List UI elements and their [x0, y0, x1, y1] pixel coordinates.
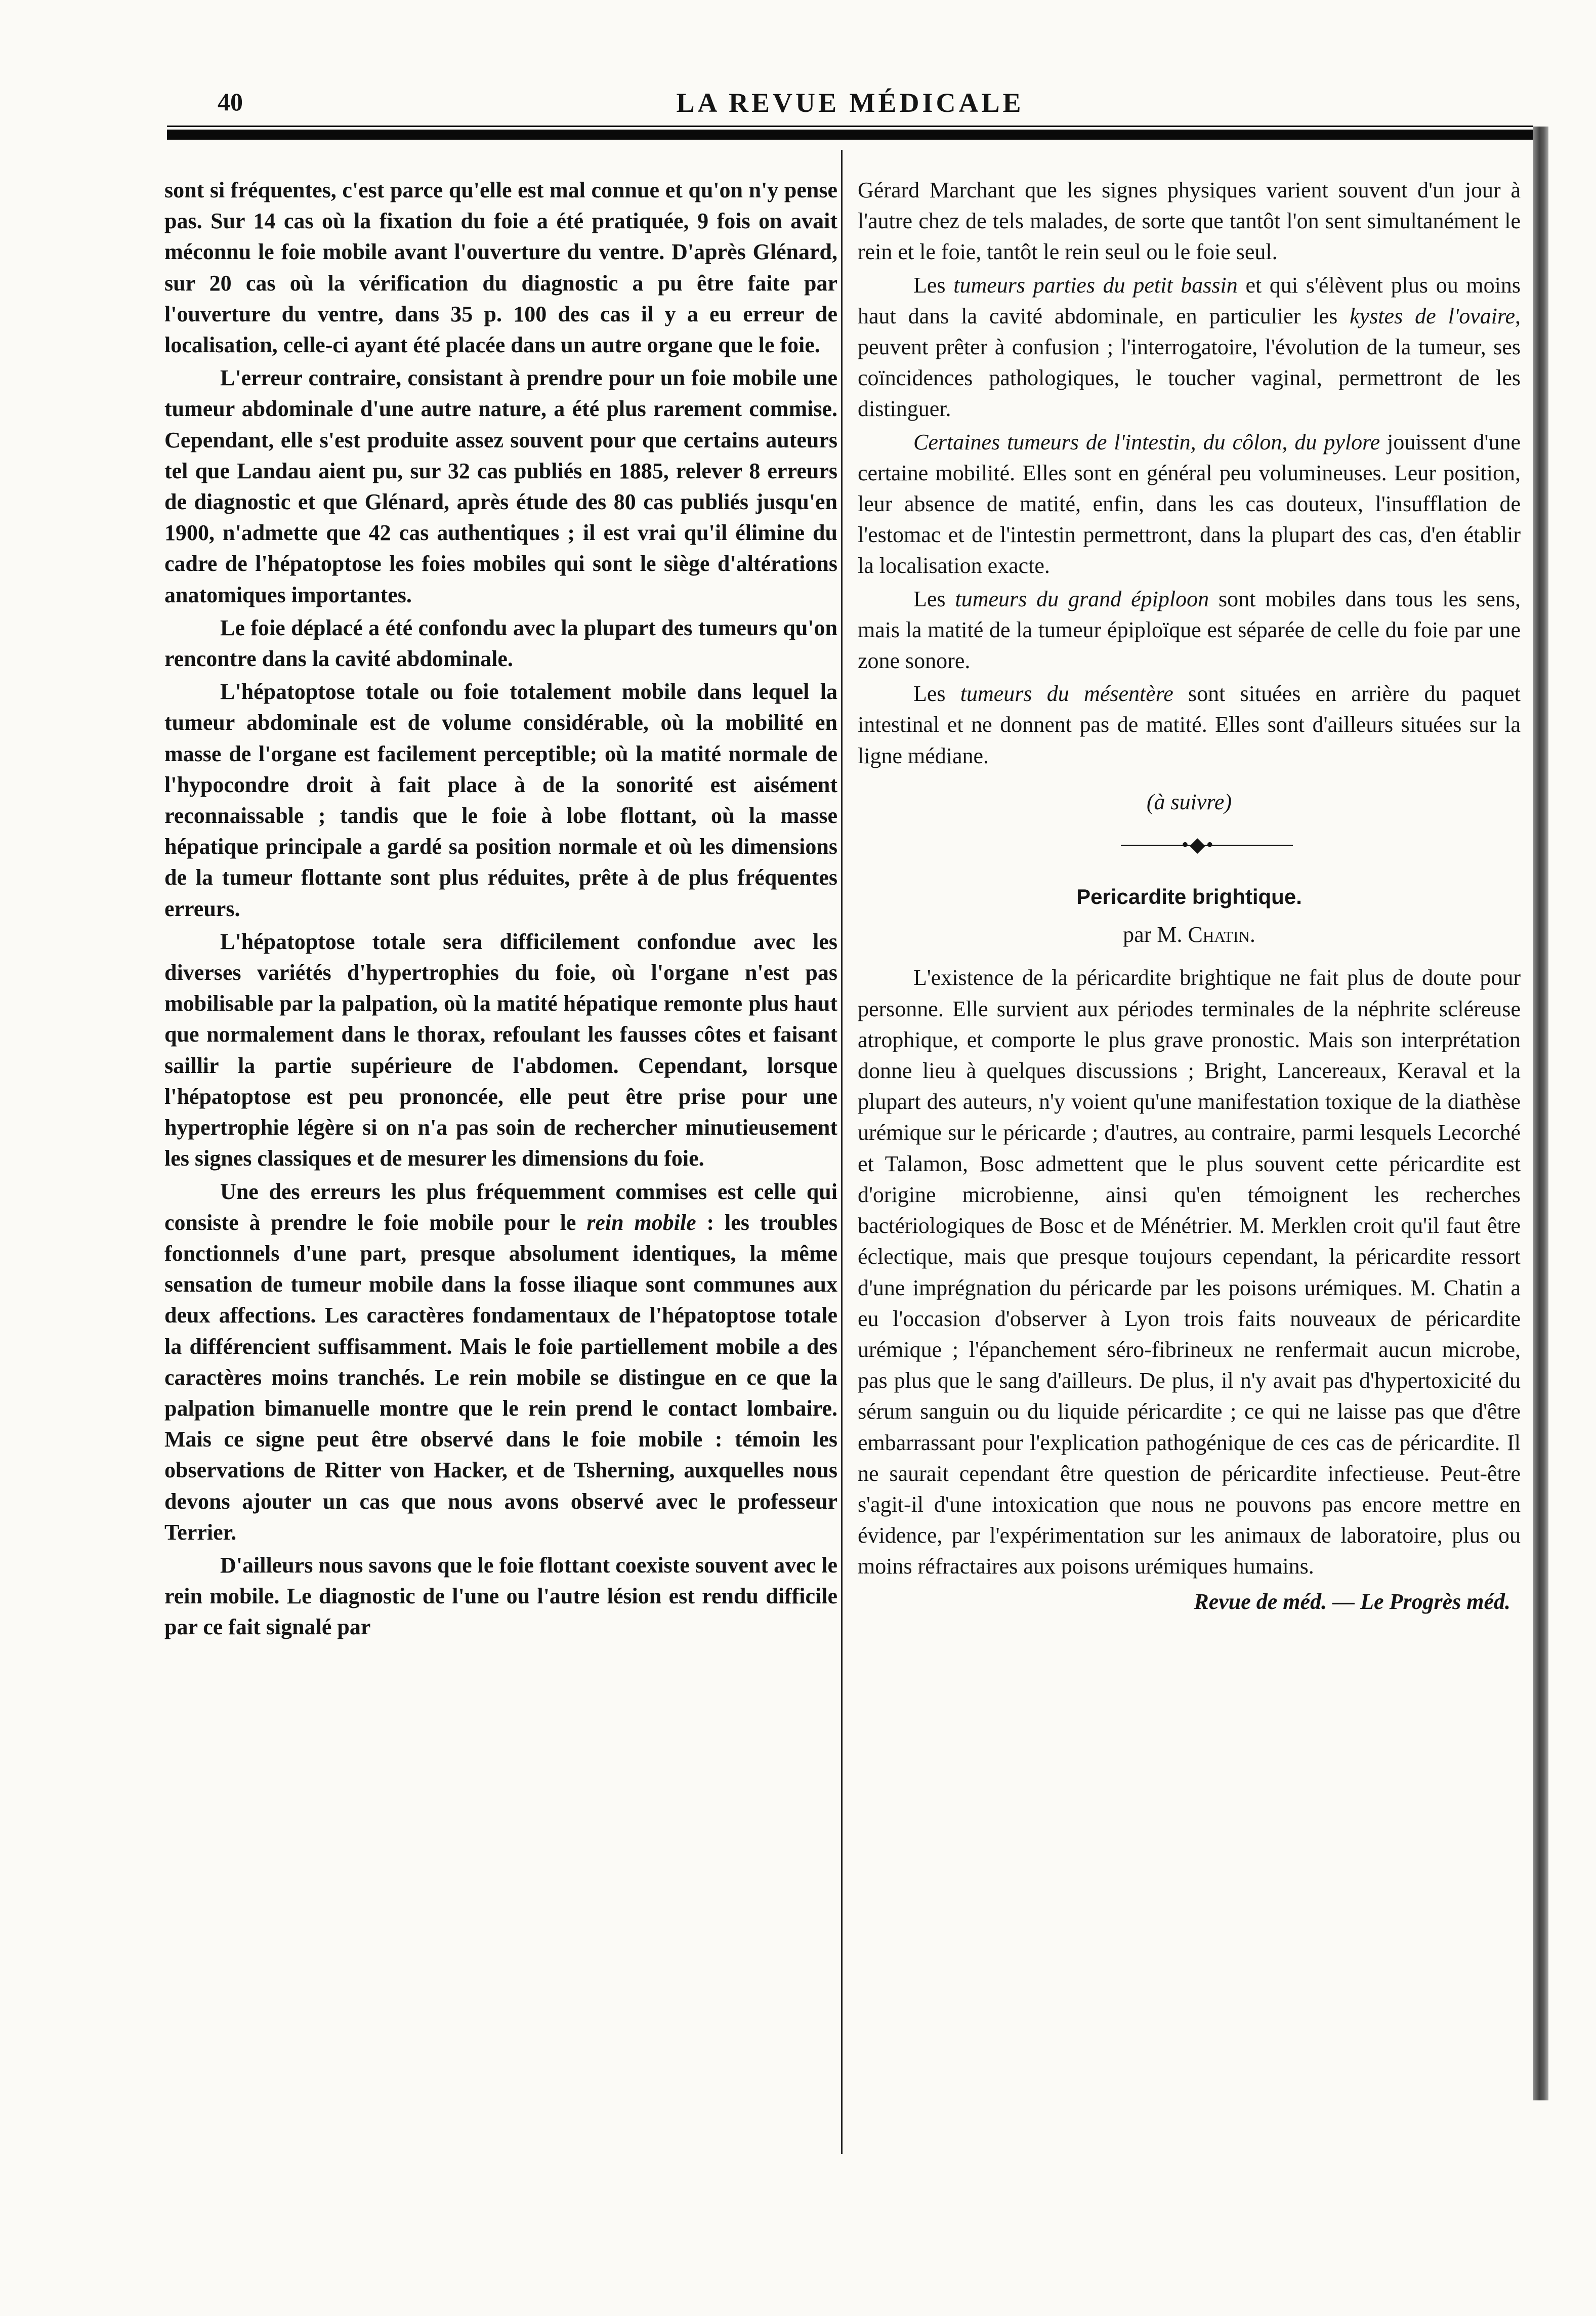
left-column [164, 175, 837, 1645]
paragraph: sont si fréquentes, c'est parce qu'elle est mal connue et qu'on n'y pense pas. Sur 14 cas où la fixation du foie a été pratiquée, 9 fois on avait méconnu le foie mobile avant l'ouverture du ventre. D'après Glénard, sur 20 cas où la vérification du diagnostic a pu être faite par l'ouverture du ventre, dans 35 p. 100 des cas il y a eu erreur de localisation, celle-ci ayant été placée dans un autre organe que le foie. [164, 178, 837, 358]
paragraph: D'ailleurs nous savons que le foie flottant coexiste souvent avec le rein mobile. Le diagnostic de l'une ou l'autre lésion est rendu difficile par ce fait signalé par [164, 1552, 837, 1640]
header-rule [167, 130, 1533, 140]
journal-title: LA REVUE MÉDICALE [676, 88, 1024, 118]
paragraph: L'existence de la péricardite brightique ne fait plus de doute pour personne. Elle survient aux périodes terminales de la néphrite scléreuse atrophique, et comporte le plus grave pronostic. Mais son interprétation donne lieu à quelques discussions ; Bright, Lancereaux, Keraval et la plupart des auteurs, n'y voient qu'une manifestation toxique de la diathèse urémique sur le péricarde ; d'autres, au contraire, parmi lesquels Lecorché et Talamon, Bosc admettent que le plus souvent cette péricardite est d'origine microbienne, ainsi qu'en témoignent les recherches bactériologiques de Bosc et de Ménétrier. M. Merklen croit qu'il faut être éclectique, mais que presque toujours cependant, la péricardite ressort d'une imprégnation du péricarde par les poisons urémiques. M. Chatin a eu l'occasion d'observer à Lyon trois faits nouveaux de péricardite urémique ; l'épanchement séro-fibrineux ne renfermait aucun microbe, pas plus que le sang d'ailleurs. De plus, il n'y avait pas d'hypertoxicité du sérum sanguin ou du liquide péricardite ; ce qui ne laisse pas que d'être embarrassant pour l'explication pathogénique de ces cas de péricardite. Il ne saurait cependant être question de péricardite infectieuse. Peut-être s'agit-il d'une intoxication que nous ne pouvons pas encore mettre en évidence, par l'expérimentation sur les animaux de laboratoire, plus ou moins réfractaires aux poisons urémiques humains. [858, 965, 1521, 1579]
paragraph [164, 1176, 837, 1548]
italic-term: tumeurs parties du petit bassin [953, 272, 1238, 298]
paragraph: Le foie déplacé a été confondu avec la plupart des tumeurs qu'on rencontre dans la cavité abdominale. [164, 615, 837, 672]
page-number: 40 [218, 88, 243, 116]
text-run: Les [913, 272, 954, 298]
italic-term: rein mobile [586, 1210, 696, 1235]
italic-term: kystes de l'ovaire [1350, 303, 1516, 328]
paragraph: L'hépatoptose totale ou foie totalement mobile dans lequel la tumeur abdominale est de volume considérable, où la mobilité en masse de l'organe est facilement perceptible; où la matité normale de l'hypocondre droit à fait place à de la sonorité est aisément reconnaissable ; tandis que le foie à lobe flottant, où la masse hépatique principale a gardé sa position normale et où les dimensions de la tumeur flottante sont plus réduites, prête à de plus fréquentes erreurs. [164, 679, 837, 921]
text-run: Les [913, 586, 955, 611]
page-edge-shadow [1533, 127, 1548, 2100]
text-run: sont mobiles dans tous les sens, mais la matité de la tumeur épiploïque est séparée de celle du foie par une zone sonore. [858, 586, 1521, 674]
text-run: Les [913, 681, 960, 707]
text-run: : les troubles fonctionnels d'une part, presque absolument identiques, la même sensation de tumeur mobile dans la fosse iliaque sont communes aux deux affections. Les caractères fondamentaux de l'hépatoptose totale la différencient suffisamment. Mais le foie partiellement mobile a des caractères moins tranchés. Le rein mobile se distingue en ce que la palpation bimanuelle montre que le rein prend le contact lombaire. Mais ce signe peut être observé dans le foie mobile : témoin les observations de Ritter von Hacker, et de Tsherning, auxquelles nous devons ajouter un cas que nous avons observé avec le professeur Terrier. [164, 1210, 837, 1545]
ornament-icon: •◆• [1182, 833, 1214, 856]
paragraph [858, 584, 1521, 677]
text-run: et qui s'élèvent plus ou moins haut dans la cavité abdominale, en particulier les [858, 272, 1521, 328]
paragraph [858, 270, 1521, 425]
paragraph: L'erreur contraire, consistant à prendre pour un foie mobile une tumeur abdominale d'une autre nature, a été plus rarement commise. Cependant, elle s'est produite assez souvent pour que certains auteurs tel que Landau aient pu, sur 32 cas publiés en 1885, relever 8 erreurs de diagnostic et que Glénard, après étude des 80 cas publiés jusqu'en 1900, n'admette que 42 cas authentiques ; il est vrai qu'il élimine du cadre de l'hépatoptose les foies mobiles qui sont le siège d'altérations anatomiques importantes. [164, 365, 837, 607]
article-title: Pericardite brightique. [1076, 885, 1302, 909]
ornament-divider [858, 832, 1521, 862]
text-run: sont situées en arrière du paquet intestinal et ne donnent pas de matité. Elles sont d'ailleurs situées sur la ligne médiane. [858, 681, 1521, 768]
paragraph: Gérard Marchant que les signes physiques varient souvent d'un jour à l'autre chez de tels malades, de sorte que tantôt l'on sent simultanément le rein et le foie, tantôt le rein seul ou le foie seul. [858, 178, 1521, 265]
italic-term: Certaines tumeurs de l'intestin, du côlon, du pylore [913, 429, 1380, 454]
header-rule-thin [167, 126, 1533, 127]
paragraph [858, 678, 1521, 771]
right-column [858, 175, 1521, 1617]
paragraph [858, 427, 1521, 582]
to-be-continued: (à suivre) [1146, 789, 1232, 814]
italic-term: tumeurs du grand épiploon [955, 586, 1209, 611]
author-name: Chatin. [1188, 922, 1255, 947]
column-divider [841, 150, 843, 2154]
paragraph: L'hépatoptose totale sera difficilement confondue avec les diverses variétés d'hypertrophies du foie, où l'organe n'est pas mobilisable par la palpation, où la matité hépatique remonte plus haut que normalement dans le thorax, refoulant les fausses côtes et faisant saillir la partie supérieure de l'abdomen. Cependant, lorsque l'hépatoptose est peu prononcée, elle peut être prise pour une hypertrophie légère si on n'a pas soin de rechercher minutieusement les signes classiques et de mesurer les dimensions du foie. [164, 929, 837, 1171]
italic-term: tumeurs du mésentère [960, 681, 1173, 707]
text-run: jouissent d'une certaine mobilité. Elles sont en général peu volumineuses. Leur position, leur absence de matité, enfin, dans les cas douteux, l'insufflation de l'estomac et de l'intestin permettront, dans la plupart des cas, d'en établir la localisation exacte. [858, 429, 1521, 578]
text-run: Une des erreurs les plus fréquemment commises est celle qui consiste à prendre le foie mobile pour le [164, 1179, 837, 1235]
byline-prefix: par M. [1123, 922, 1188, 947]
byline [858, 919, 1521, 950]
text-run: , peuvent prêter à confusion ; l'interrogatoire, l'évolution de la tumeur, ses coïncidences pathologiques, le toucher vaginal, permettront de les distinguer. [858, 303, 1521, 422]
source-citation: Revue de méd. — Le Progrès méd. [1194, 1589, 1510, 1614]
page-header [167, 81, 1533, 121]
